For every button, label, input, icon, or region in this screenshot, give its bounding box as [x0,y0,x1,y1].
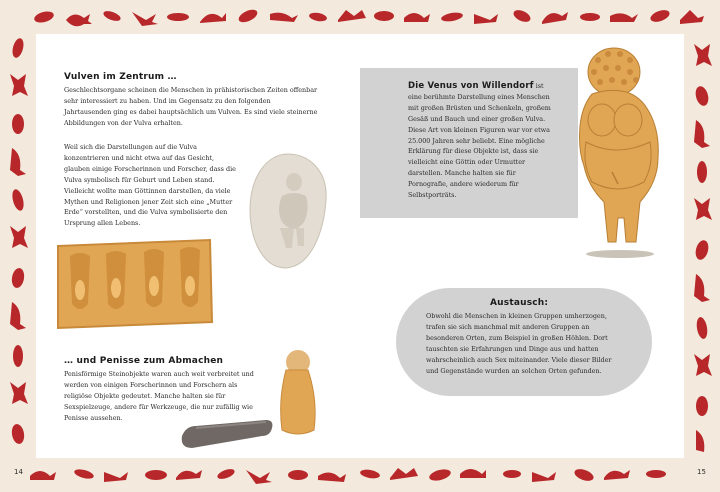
venus-paragraph [408,81,556,201]
paragraph-penisse: Penisförmige Steinobjekte waren auch weit verbreitet und werden von einigen Forscherinnen und Forschern als religiöse Objekte gedeutet. Manche halten sie für Sexspielzeuge, andere für Werkzeuge, die nur zufällig wie Penisse aussehen. [64,370,254,422]
paragraph-vulven-2: Weil sich die Darstellungen auf die Vulva konzentrieren und nicht etwa auf das Gesicht, glauben einige Forscherinnen und Forscher, dass die Vulva symbolisch für Geburt und Leben stand. Vielleicht wollte man Göttinnen darstellen, da viele Mythen und Religionen jener Zeit sich eine „Mutter Erde“ vorstellten, und die Vulva symbolisierte den Ursprung allen Lebens. [64,143,236,228]
section-heading-penisse: … und Penisse zum Abmachen [64,356,224,366]
section-heading-vulven: Vulven im Zentrum … [64,72,177,82]
venus-text: ist eine berühmte Darstellung eines Menschen mit großen Brüsten und Schenkeln, großem Gesäß und Bauch und einer großen Vulva. Diese Art von kleinen Figuren war vor etwa 25.000 Jahren sehr beliebt. Eine mögliche Erklärung für diese Objekte ist, dass sie vielleicht eine Göttin oder Urmutter darstellen. Manche halten sie für Pornografie, andere wiederum für Selbstporträts. [408,82,551,200]
cave-painting-border-top [0,0,720,34]
vulva-stone-relief-image [52,236,216,332]
venus-of-willendorf-illustration [564,42,674,262]
stone-phallus-image [178,418,274,448]
cave-painting-border-right [684,34,720,458]
venus-heading: Die Venus von Willendorf [408,81,534,91]
cave-painting-border-left [0,34,36,458]
austausch-heading: Austausch: [490,298,549,308]
cave-painting-border-bottom [0,458,720,492]
standing-stone-image [272,348,326,438]
page-number-right: 15 [697,468,706,476]
paragraph-vulven-1: Geschlechtsorgane scheinen die Menschen in prähistorischen Zeiten offenbar sehr interessiert zu haben. Und im Gegensatz zu den folgenden Jahrtausenden ging es dabei hauptsächlich um Vulven. Es sind viele steinerne Abbildungen von der Vulva erhalten. [64,86,318,127]
page-number-left: 14 [14,468,23,476]
austausch-paragraph: Obwohl die Menschen in kleinen Gruppen umherzogen, trafen sie sich manchmal mit anderen Gruppen an besonderen Orten, zum Beispiel in großen Höhlen. Dort tauschten sie Erfahrungen und Dinge aus und hatten wahrscheinlich auch Sex miteinander. Viele dieser Bilder und Gegenstände wurden an solchen Orten gefunden. [426,312,612,375]
vulva-figurine-image [246,152,330,270]
